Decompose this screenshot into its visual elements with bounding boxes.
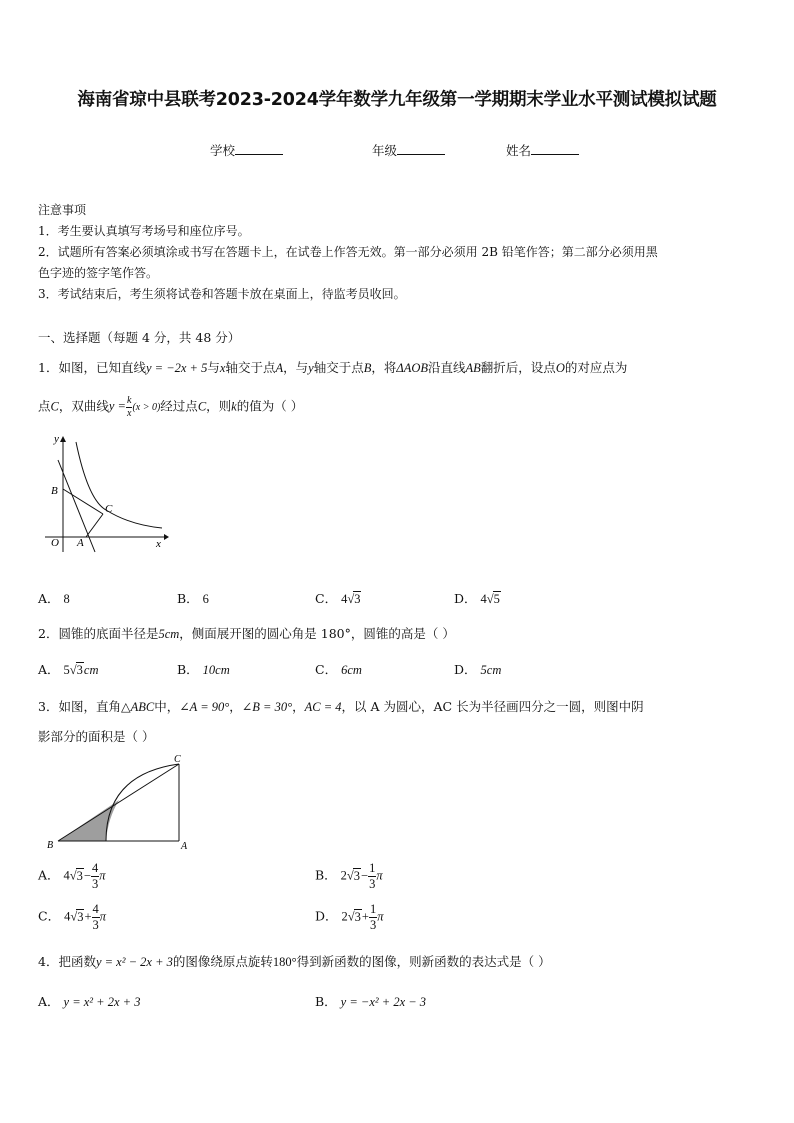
q1-line-equation: y = −2x + 5 bbox=[145, 361, 208, 375]
section-heading: 一、选择题（每题 4 分，共 48 分） bbox=[38, 330, 241, 345]
fig-label-C: C bbox=[174, 754, 181, 765]
q4-text: 4．把函数y = x² − 2x + 3的图像绕原点旋转180°得到新函数的图像，则新函数的表达式是（ ） bbox=[38, 954, 551, 969]
x-axis-arrow bbox=[164, 534, 169, 540]
q2-option-b[interactable]: B． 10cm bbox=[177, 662, 230, 677]
fig-label-A: A bbox=[181, 841, 188, 852]
notice-heading: 注意事项 bbox=[38, 203, 87, 217]
q3-option-d[interactable]: D． 2√3+ $\frac{1}{3}$ π bbox=[315, 902, 384, 932]
fig-label-x: x bbox=[156, 538, 161, 550]
notice-item: 3．考试结束后，考生须将试卷和答题卡放在桌面上，待监考员收回。 bbox=[38, 287, 406, 301]
name-blank[interactable] bbox=[531, 142, 579, 155]
name-label: 姓名 bbox=[506, 143, 532, 158]
q1-line1: 1．如图，已知直线y = −2x + 5与x轴交于点A，与y轴交于点B，将ΔAOB沿直线AB翻折后，设点O的对应点为 bbox=[38, 360, 628, 375]
q1-option-d[interactable]: D． 4√5 bbox=[454, 591, 500, 606]
page-title: 海南省琼中县联考2023-2024学年数学九年级第一学期期末学业水平测试模拟试题 bbox=[77, 90, 717, 110]
segment-AC bbox=[86, 514, 103, 537]
name-field[interactable] bbox=[506, 141, 579, 159]
q1-figure bbox=[40, 430, 170, 555]
q2-option-a[interactable]: A． 5√3cm bbox=[38, 662, 99, 677]
q2-option-c[interactable]: C． 6cm bbox=[315, 662, 362, 677]
q3-figure bbox=[42, 752, 197, 852]
q1-line2: 点C，双曲线y = $\frac{k}{x}$ (x > 0)经过点C，则k的值为（ ） bbox=[38, 395, 304, 419]
school-field[interactable] bbox=[210, 141, 283, 159]
school-label: 学校 bbox=[210, 143, 236, 158]
notice-item: 色字迹的签字笔作答。 bbox=[38, 266, 159, 280]
notice-block bbox=[38, 200, 658, 305]
q1-option-a[interactable]: A． 8 bbox=[38, 591, 70, 606]
grade-label: 年级 bbox=[372, 143, 398, 158]
q3-line1: 3．如图，直角△ABC中，∠A = 90°，∠B = 30°，AC = 4，以 A 为圆心，AC 长为半径画四分之一圆，则图中阴 bbox=[38, 699, 644, 714]
q4-option-b[interactable]: B． y = −x² + 2x − 3 bbox=[315, 994, 427, 1009]
fig-label-y: y bbox=[54, 433, 59, 445]
q3-option-a[interactable]: A． 4√3− $\frac{4}{3}$ π bbox=[38, 861, 106, 891]
q4-option-a[interactable]: A． y = x² + 2x + 3 bbox=[38, 994, 141, 1009]
q2-option-d[interactable]: D． 5cm bbox=[454, 662, 502, 677]
fig-label-B: B bbox=[47, 840, 54, 851]
q1-option-b[interactable]: B． 6 bbox=[177, 591, 209, 606]
q2-text: 2．圆锥的底面半径是5cm，侧面展开图的圆心角是 180°，圆锥的高是（ ） bbox=[38, 626, 455, 641]
school-blank[interactable] bbox=[235, 142, 283, 155]
notice-item: 2．试题所有答案必须填涂或书写在答题卡上，在试卷上作答无效。第一部分必须用 2B 铅笔作答；第二部分必须用黑 bbox=[38, 245, 658, 259]
hypotenuse-BC bbox=[58, 764, 179, 841]
grade-blank[interactable] bbox=[397, 142, 445, 155]
q1-option-c[interactable]: C． 4√3 bbox=[315, 591, 361, 606]
q4-equation: y = x² − 2x + 3 bbox=[95, 955, 173, 969]
grade-field[interactable] bbox=[372, 141, 445, 159]
q3-line2: 影部分的面积是（ ） bbox=[38, 729, 155, 744]
hyperbola-equation: y = $\frac{k}{x}$ (x > 0) bbox=[108, 395, 161, 419]
q3-option-b[interactable]: B． 2√3− $\frac{1}{3}$ π bbox=[315, 861, 383, 891]
fig-label-O: O bbox=[51, 537, 59, 549]
hyperbola-curve bbox=[76, 442, 162, 528]
fig-label-B: B bbox=[51, 485, 58, 497]
fig-label-C: C bbox=[105, 503, 113, 515]
notice-item: 1．考生要认真填写考场号和座位序号。 bbox=[38, 224, 250, 238]
q3-option-c[interactable]: C． 4√3+ $\frac{4}{3}$ π bbox=[38, 902, 107, 932]
y-axis-arrow bbox=[60, 436, 66, 442]
fig-label-A: A bbox=[77, 537, 84, 549]
